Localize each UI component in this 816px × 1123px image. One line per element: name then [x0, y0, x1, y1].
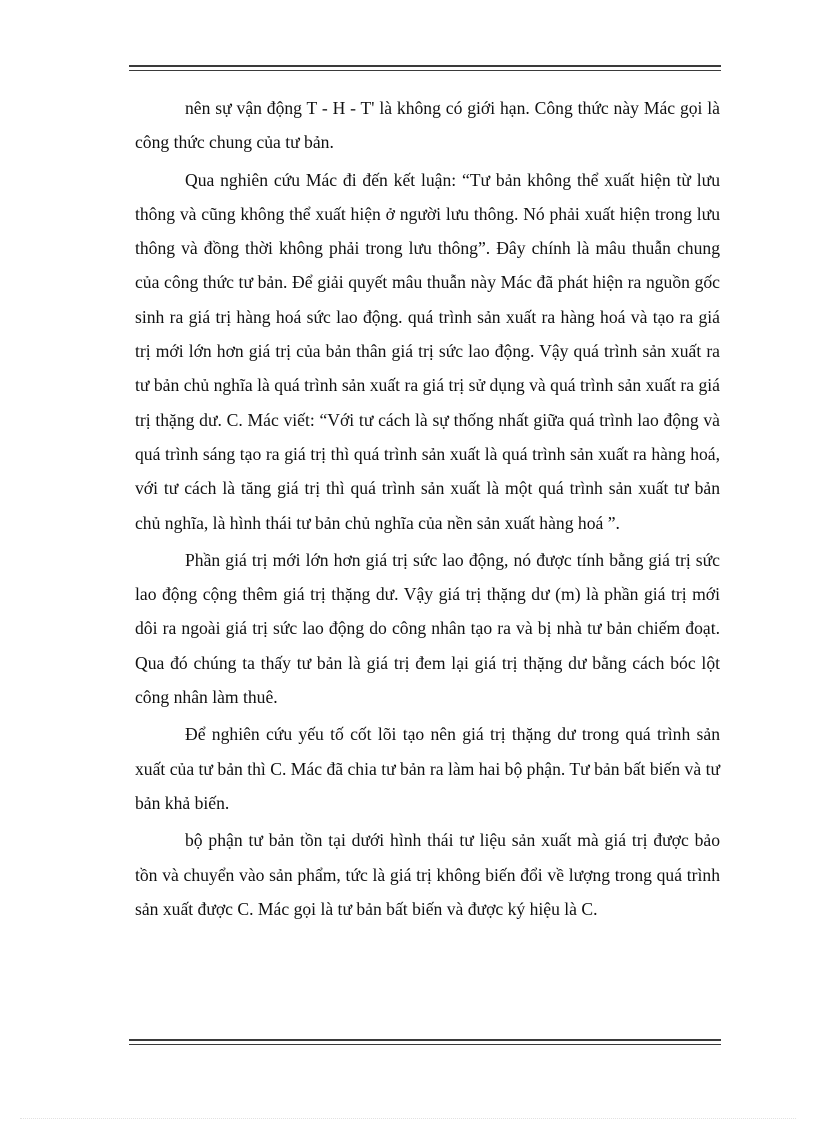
paragraph-1: nên sự vận động T - H - T' là không có giới hạn. Công thức này Mác gọi là công thức chung của tư bản.: [135, 98, 720, 153]
page-edge-dots: [20, 1118, 796, 1120]
paragraph-5: bộ phận tư bản tồn tại dưới hình thái tư liệu sản xuất mà giá trị được bảo tồn và chuyển vào sản phẩm, tức là giá trị không biến đổi về lượng trong quá trình sản xuất được C. Mác gọi là tư bản bất biến và được ký hiệu là C.: [135, 830, 720, 919]
paragraph-3: Phần giá trị mới lớn hơn giá trị sức lao động, nó được tính bằng giá trị sức lao động cộng thêm giá trị thặng dư. Vậy giá trị thặng dư (m) là phần giá trị mới dôi ra ngoài giá trị sức lao động do công nhân tạo ra và bị nhà tư bản chiếm đoạt. Qua đó chúng ta thấy tư bản là giá trị đem lại giá trị thặng dư bằng cách bóc lột công nhân làm thuê.: [135, 549, 720, 708]
paragraph-4: Để nghiên cứu yếu tố cốt lõi tạo nên giá trị thặng dư trong quá trình sản xuất của tư bản thì C. Mác đã chia tư bản ra làm hai bộ phận. Tư bản bất biến và tư bản khả biến.: [135, 724, 720, 813]
header-rule: [129, 65, 721, 71]
document-body: [135, 91, 720, 929]
paragraph-2: Qua nghiên cứu Mác đi đến kết luận: “Tư bản không thể xuất hiện từ lưu thông và cũng không thể xuất hiện ở người lưu thông. Nó phải xuất hiện trong lưu thông và đồng thời không phải trong lưu thông”. Đây chính là mâu thuẫn chung của công thức tư bản. Để giải quyết mâu thuẫn này Mác đã phát hiện ra nguồn gốc sinh ra giá trị hàng hoá sức lao động. quá trình sản xuất ra hàng hoá và tạo ra giá trị mới lớn hơn giá trị của bản thân giá trị sức lao động. Vậy quá trình sản xuất ra tư bản chủ nghĩa là quá trình sản xuất ra giá trị sử dụng và quá trình sản xuất ra giá trị thặng dư. C. Mác viết: “Với tư cách là sự thống nhất giữa quá trình lao động và quá trình sáng tạo ra giá trị thì quá trình sản xuất là quá trình sản xuất ra hàng hoá, với tư cách là tăng giá trị thì quá trình sản xuất là một quá trình sản xuất tư bản chủ nghĩa, là hình thái tư bản chủ nghĩa của nền sản xuất hàng hoá ”.: [135, 169, 720, 533]
footer-rule: [129, 1039, 721, 1045]
